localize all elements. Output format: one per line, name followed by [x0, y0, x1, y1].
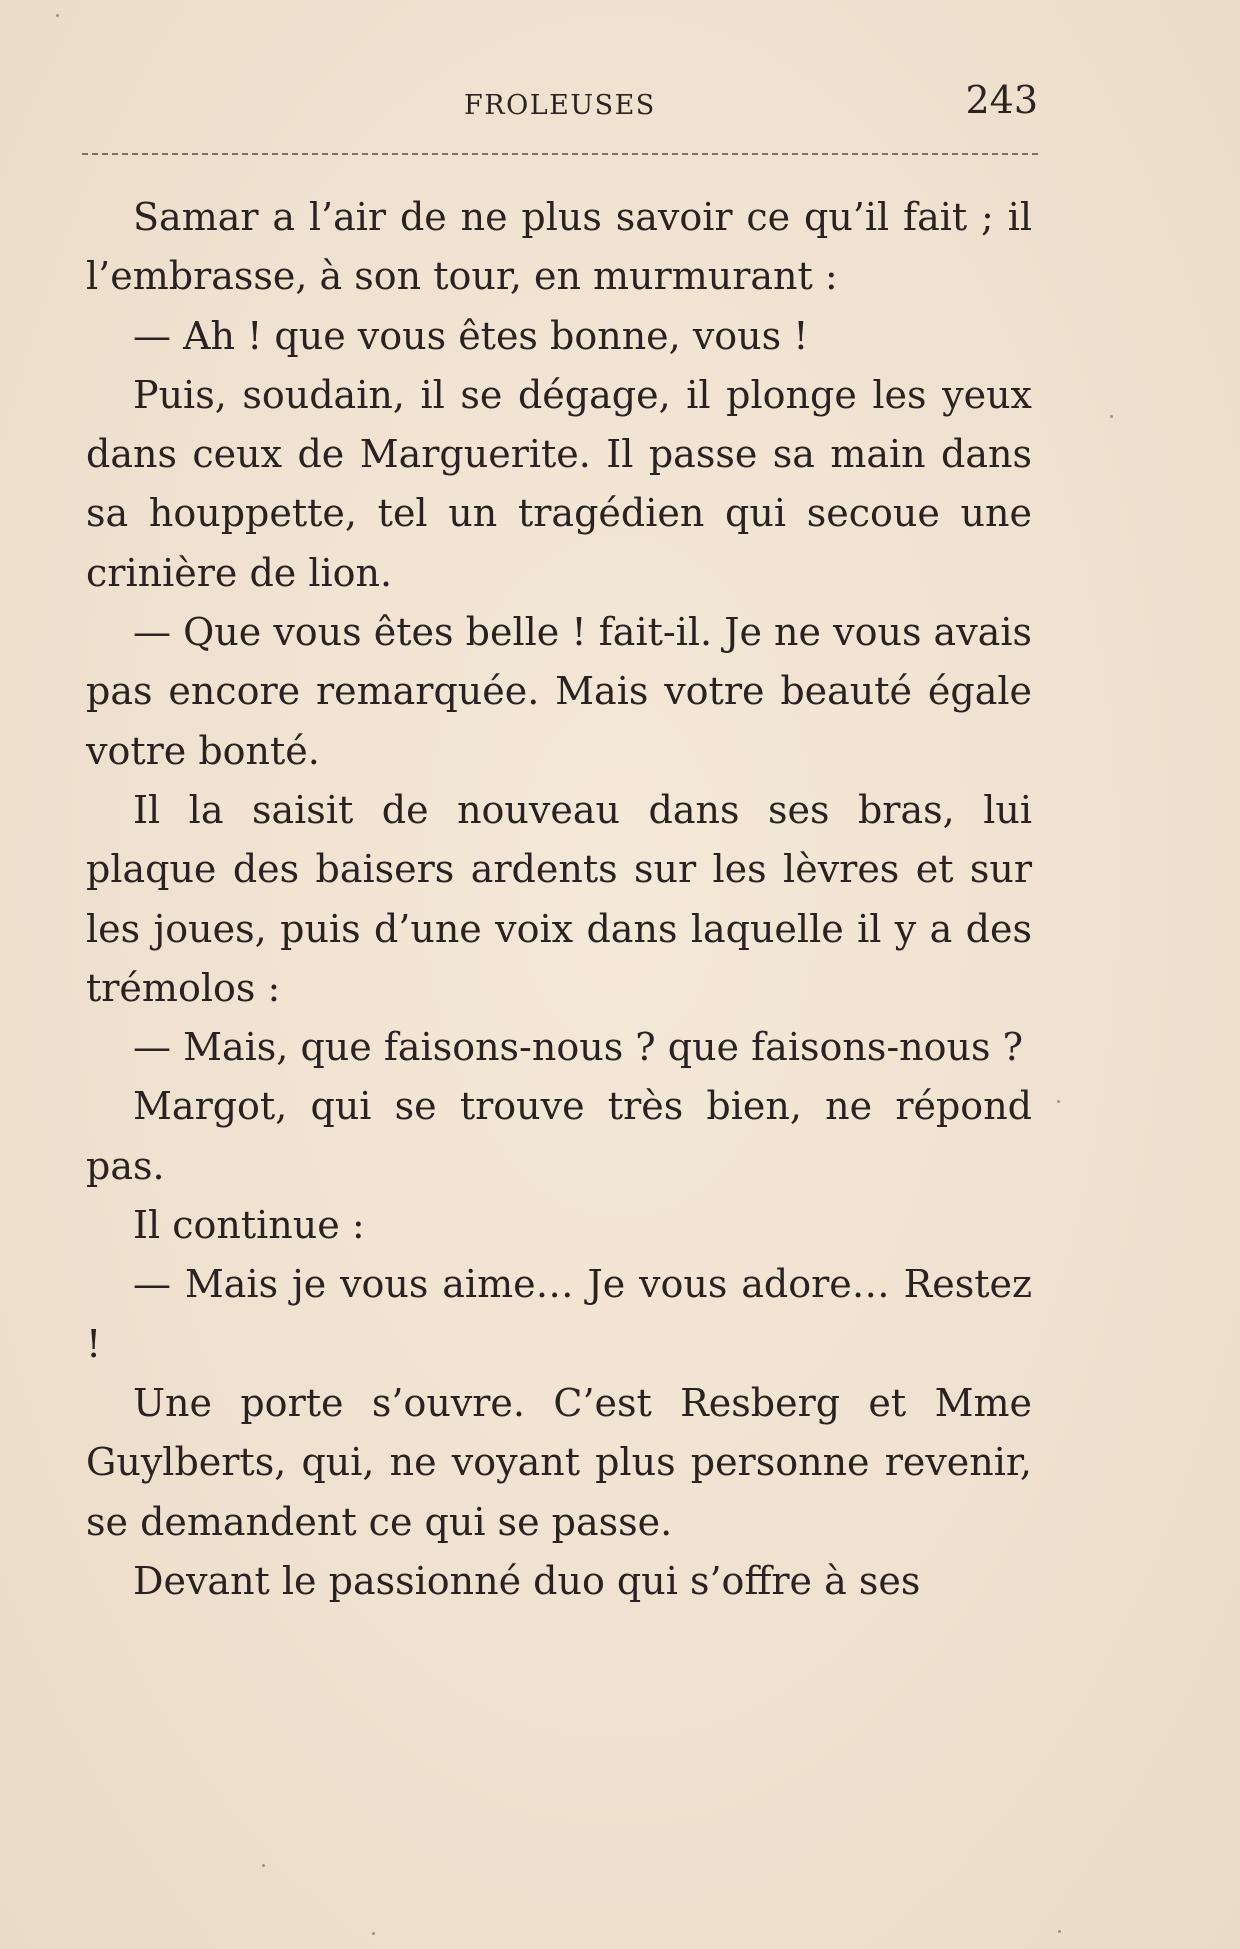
paper-speck	[262, 1864, 265, 1867]
paragraph: Il continue :	[133, 1203, 365, 1248]
paper-speck	[1110, 415, 1113, 418]
header-rule	[82, 153, 1038, 155]
running-head: FROLEUSES	[464, 90, 656, 121]
paragraph: Samar a l’air de ne plus savoir ce qu’il fait ; il l’embrasse, à son tour, en murmurant :	[86, 195, 1032, 299]
paper-speck	[372, 1932, 375, 1935]
page-header	[84, 78, 1038, 128]
body-text	[86, 188, 1032, 1611]
paper-speck	[56, 14, 59, 17]
paragraph: — Mais je vous aime… Je vous adore… Restez !	[86, 1262, 1032, 1366]
paragraph: — Que vous êtes belle ! fait-il. Je ne vous avais pas encore remarquée. Mais votre beauté égale votre bonté.	[86, 610, 1032, 773]
page-number: 243	[965, 78, 1038, 122]
paragraph: Une porte s’ouvre. C’est Resberg et Mme Guylberts, qui, ne voyant plus personne revenir, se demandent ce qui se passe.	[86, 1380, 1032, 1544]
paper-speck	[1057, 1100, 1060, 1103]
paragraph: — Ah ! que vous êtes bonne, vous !	[133, 313, 809, 358]
paragraph: Margot, qui se trouve très bien, ne répond pas.	[86, 1084, 1032, 1188]
paragraph: Puis, soudain, il se dégage, il plonge les yeux dans ceux de Marguerite. Il passe sa main dans sa houppette, tel un tragédien qui secoue une crinière de lion.	[86, 372, 1032, 595]
paper-speck	[1058, 1930, 1061, 1933]
paragraph: Devant le passionné duo qui s’offre à ses	[133, 1558, 921, 1603]
paragraph: — Mais, que faisons-nous ? que faisons-nous ?	[133, 1025, 1023, 1070]
paragraph: Il la saisit de nouveau dans ses bras, lui plaque des baisers ardents sur les lèvres et sur les joues, puis d’une voix dans laquelle il y a des trémolos :	[86, 787, 1032, 1010]
